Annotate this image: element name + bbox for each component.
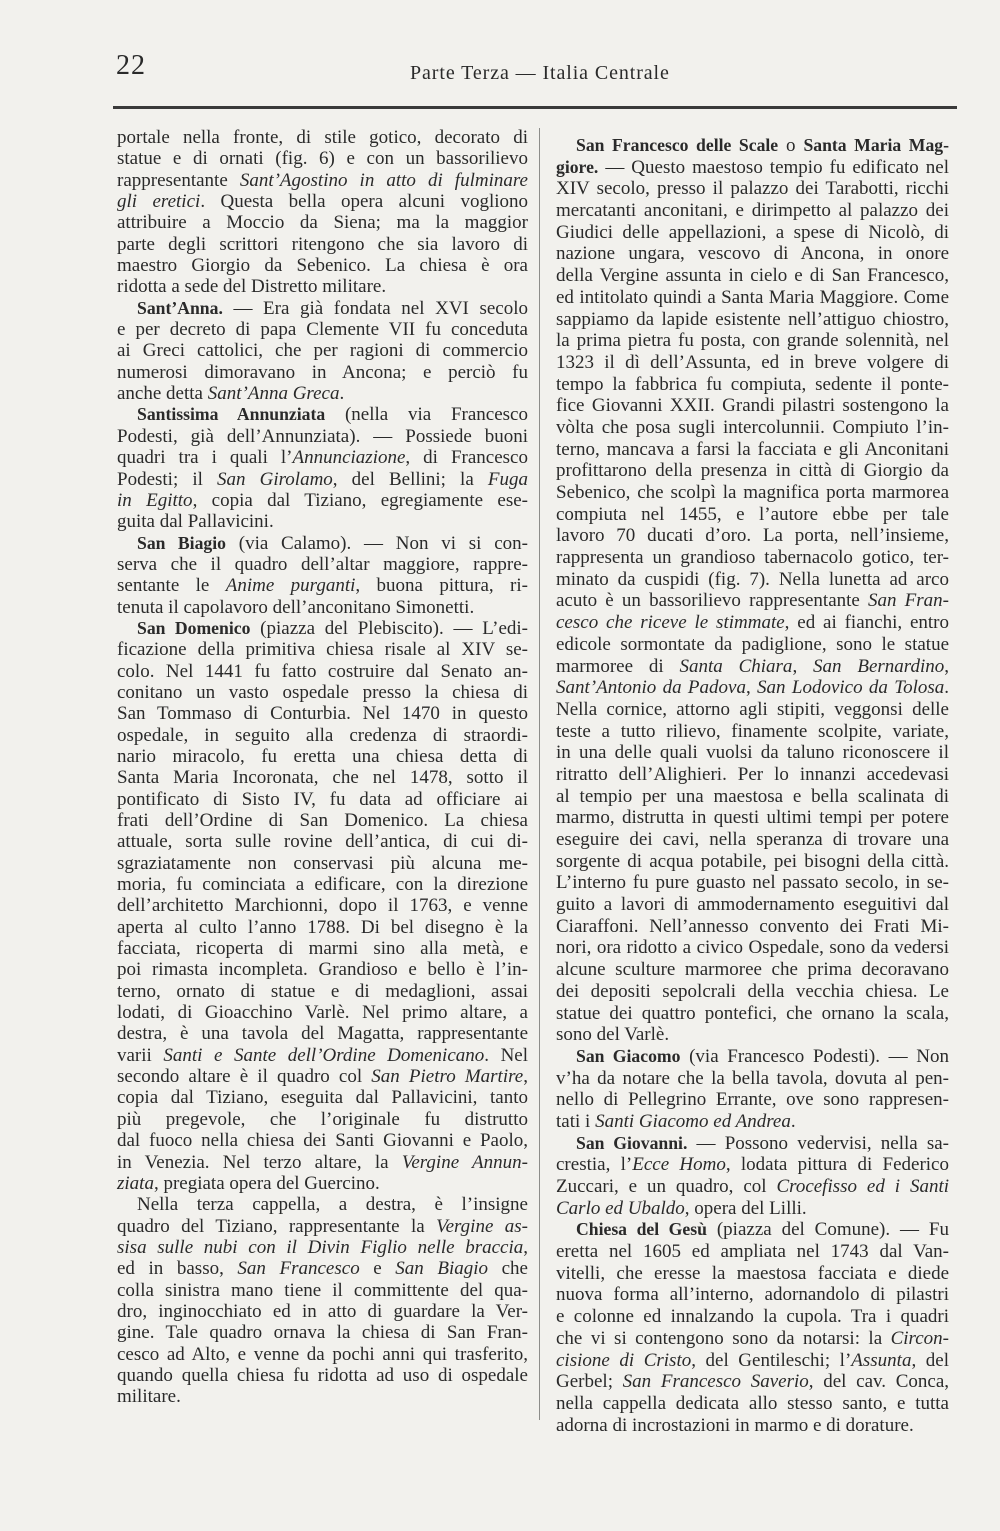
text-line: attuale, sorta sulle rovine dell’antica, di cui di- — [117, 831, 528, 853]
text-run: Gerbel; — [556, 1371, 623, 1393]
text-run: in Venezia. Nel terzo altare, la — [117, 1151, 402, 1173]
text-line: sono del Varlè. — [556, 1024, 670, 1046]
italic-title: ziata — [117, 1172, 154, 1194]
text-run: (piazza del Comune). — Fu — [706, 1219, 949, 1241]
text-run: (via Francesco Podesti). — Non — [680, 1045, 949, 1067]
italic-title: Anime purganti — [225, 575, 356, 597]
italic-title: Vergine Annun- — [401, 1151, 528, 1173]
text-line: militare. — [117, 1386, 181, 1408]
text-run: varii — [117, 1044, 164, 1066]
text-run: — Era già fondata nel XVI secolo — [222, 297, 528, 319]
text-line — [556, 677, 949, 699]
text-line: più pregevole, che l’originale fu distrutto — [117, 1108, 528, 1130]
text-run: acuto è un bassorilievo rappresentante — [556, 590, 869, 612]
paragraph — [556, 135, 949, 1046]
italic-title: Assunta — [851, 1349, 912, 1371]
text-line: eretta nel 1605 ed ampliata nel 1743 dal Van- — [556, 1241, 949, 1263]
text-line — [117, 575, 528, 596]
text-line: edicole sormontate da padiglione, sono le statue — [556, 633, 949, 655]
text-line: sappiamo da lapide esistente nell’attiguo chiostro, — [556, 308, 949, 330]
text-line: dei depositi sepolcrali della vecchia chiesa. Le — [556, 980, 949, 1002]
italic-title: Vergine as- — [436, 1215, 528, 1237]
text-line: gine. Tale quadro ornava la chiesa di San Fran- — [117, 1322, 528, 1344]
text-line: Podesti, già dell’Annunziata). — Possiede buoni — [117, 425, 528, 447]
text-line — [556, 656, 949, 678]
bold-heading: Chiesa del Gesù — [576, 1219, 707, 1240]
text-line: al tempio per una maestosa e bella scalinata di — [556, 785, 949, 807]
text-run: , — [523, 1236, 528, 1258]
text-run: — Questo maestoso tempio fu edificato nel — [598, 156, 949, 178]
text-line: destra, è una tavola del Magatta, rappresentante — [117, 1023, 528, 1045]
text-line: facciata, ricoperta di marmi sino alla metà, e — [117, 938, 528, 960]
text-line — [117, 1216, 528, 1237]
text-run: ed in basso, — [117, 1258, 238, 1280]
italic-title: Santa Chiara — [679, 655, 793, 677]
text-line: serva che il quadro dell’altar maggiore, rappre- — [117, 553, 528, 575]
text-line — [117, 170, 528, 191]
text-line: ridotta a sede del Distretto militare. — [117, 276, 387, 298]
text-line: dal fuoco nella chiesa dei Santi Giovanni e Paolo, — [117, 1130, 528, 1152]
text-line: fice Giovanni XXII. Grandi pilastri sostengono la — [556, 395, 949, 417]
text-line — [117, 490, 528, 511]
text-line: guito a lavori di ammodernamento eseguitivi dal — [556, 894, 949, 916]
italic-title: Santi Giacomo ed Andrea — [595, 1110, 791, 1132]
italic-title: Ecce Homo — [632, 1154, 726, 1176]
text-line — [556, 1133, 949, 1155]
text-line — [117, 447, 528, 468]
italic-title: cisione di Cristo — [556, 1349, 692, 1371]
bold-heading: Santa Maria Mag- — [803, 135, 950, 155]
text-line: tempo la fabbrica fu compiuta, sedente il ponte- — [556, 373, 949, 395]
text-run: . — [790, 1110, 796, 1132]
text-line: Nella terza cappella, a destra, è l’insigne — [137, 1194, 528, 1216]
running-title: Parte Terza — Italia Centrale — [410, 62, 670, 84]
text-run: . — [944, 677, 949, 699]
text-line — [556, 135, 949, 157]
text-line: XIV secolo, presso il palazzo dei Tarabotti, ricchi — [556, 178, 949, 200]
text-line: colo. Nel 1441 fu fatto costruire dal Senato an- — [117, 660, 528, 682]
text-run: quadri tra i quali l’ — [117, 447, 293, 469]
text-line: Nella cornice, attorno agli stipiti, veggonsi delle — [556, 698, 949, 720]
text-run: , — [745, 677, 758, 699]
text-line — [556, 1219, 949, 1241]
header-rule — [113, 106, 957, 109]
text-line: tenuta il capolavoro dell’anconitano Simonetti. — [117, 596, 475, 618]
text-run: (via Calamo). — Non vi si con- — [225, 532, 528, 554]
text-line: rappresenta un grandioso tabernacolo gotico, ter- — [556, 547, 949, 569]
text-line: statue dei quattro pontefici, che ornano la scala, — [556, 1002, 949, 1024]
text-run: , del Bellini; la — [332, 468, 488, 490]
text-line — [556, 1328, 949, 1350]
text-run: (nella via Francesco — [325, 404, 528, 426]
text-line: Ciaraffoni. Nell’annesso convento dei Frati Mi- — [556, 915, 949, 937]
text-line: ospedale, in seguito alla credenza di straordi- — [117, 724, 528, 746]
italic-title: Crocefisso ed i Santi — [776, 1176, 950, 1197]
italic-title: San Lodovico da Tolosa — [757, 677, 945, 699]
text-line: dell’architetto Marchionni, dopo il 1763, e venne — [117, 895, 528, 917]
text-line: cesco ad Alto, e venne da pochi anni qui trasferito, — [117, 1343, 528, 1365]
paragraph — [556, 1046, 949, 1133]
text-line: terno, mancava a farsi la facciata e gli Anconitani — [556, 438, 949, 460]
text-line: Sebenico, che scolpì la magnifica porta marmorea — [556, 482, 949, 503]
text-run: anche detta — [117, 383, 208, 405]
text-line: teste a tutto rilievo, finamente scolpite, variate, — [556, 720, 949, 742]
text-line: portale nella fronte, di stile gotico, decorato di — [117, 127, 528, 148]
text-line: nello di Pellegrino Errante, ove sono rappresen- — [556, 1089, 949, 1111]
paragraph — [117, 1194, 528, 1407]
text-line: vitelli, che eresse la maestosa facciata e diede — [556, 1262, 949, 1284]
text-line: L’interno fu pure guasto nel passato secolo, in se- — [556, 872, 949, 894]
text-line: attribuire a Moccio da Siena; ma la maggior — [117, 212, 528, 234]
paragraph — [556, 1133, 949, 1220]
text-line: moria, fu cominciata a edificare, con la direzione — [117, 874, 528, 896]
text-line — [117, 469, 528, 490]
text-line: quando quella chiesa fu ridotta ad uso di ospedale — [117, 1364, 528, 1386]
text-run: , opera del Lilli. — [684, 1197, 807, 1219]
text-line: ficazione della primitiva chiesa risale al XIV se- — [117, 639, 528, 661]
bold-heading: giore. — [556, 156, 599, 177]
italic-title: sisa sulle nubi con il Divin Figlio nelle braccia — [117, 1236, 524, 1258]
text-line: e colonne ed innalzando la cupola. Tra i quadri — [556, 1306, 949, 1328]
text-line — [556, 1371, 949, 1393]
text-line: nori, ora ridotto a civico Ospedale, sono da vedersi — [556, 937, 949, 959]
text-line: nuova forma all’interno, adornandolo di pilastri — [556, 1284, 949, 1306]
text-line: San Tommaso di Conturbia. Nel 1470 in questo — [117, 703, 528, 725]
text-line: copia dal Tiziano, eseguita dal Pallavicini, tanto — [117, 1087, 528, 1109]
text-run: o — [778, 135, 804, 156]
text-run: , del cav. Conca, — [808, 1371, 950, 1393]
italic-title: Circon- — [890, 1327, 949, 1349]
text-run: quadro del Tiziano, rappresentante la — [117, 1215, 437, 1237]
text-line — [117, 298, 528, 319]
paragraph — [117, 533, 528, 618]
text-line: poi rimasta incompleta. Grandioso e bello è l’in- — [117, 959, 528, 981]
text-run: . — [339, 383, 345, 405]
bold-heading: Santissima Annunziata — [137, 404, 326, 425]
italic-title: Annunciazione — [292, 447, 406, 469]
text-line — [117, 533, 528, 554]
text-run: , del — [911, 1349, 949, 1371]
text-line — [556, 1176, 949, 1198]
italic-title: Sant’Agostino in atto di fulminare — [239, 169, 528, 191]
text-line: conitano un vasto ospedale presso la chiesa di — [117, 681, 528, 703]
bold-heading: San Domenico — [137, 617, 251, 638]
text-run: marmoree di — [556, 655, 680, 677]
text-line — [117, 1152, 528, 1173]
text-line: dro, inginocchiato ed in atto di guardare la Ver- — [117, 1300, 528, 1322]
text-line — [117, 1045, 528, 1066]
paragraph — [117, 298, 528, 405]
text-line — [556, 1198, 949, 1220]
text-run: crestia, l’ — [556, 1154, 633, 1176]
text-line: ed intitolato quindi a Santa Maria Maggiore. Come — [556, 286, 949, 308]
text-line — [556, 1154, 949, 1176]
text-line: in una delle quali vuolsi da taluno riconoscere il — [556, 742, 949, 764]
text-run: tati i — [556, 1110, 596, 1132]
text-line — [556, 1111, 949, 1133]
text-run: rappresentante — [117, 169, 240, 191]
column-divider — [539, 128, 540, 1420]
text-line — [117, 191, 528, 212]
paragraph — [117, 618, 528, 1194]
text-run: Zuccari, e un quadro, col — [556, 1176, 777, 1197]
text-run: . Nel — [484, 1044, 529, 1066]
italic-title: Santi e Sante dell’Ordine Domenicano — [163, 1044, 485, 1066]
italic-title: gli eretici — [117, 191, 201, 213]
italic-title: San Girolamo — [217, 468, 333, 490]
text-line: nario miracolo, fu eretta una chiesa detta di — [117, 745, 528, 767]
text-run: . Questa bella opera alcuni vogliono — [200, 191, 529, 213]
text-line: Santa Maria Incoronata, che nel 1478, sotto il — [117, 767, 528, 789]
text-line: e per decreto di papa Clemente VII fu conceduta — [117, 319, 528, 341]
text-line: terno, ornato di statue e di medaglioni, assai — [117, 980, 528, 1002]
text-line — [117, 383, 528, 404]
text-line: 1323 il dì dell’Assunta, ed in breve volgere di — [556, 351, 949, 373]
paragraph — [117, 127, 528, 298]
text-line: compiuta nel 1455, e l’autore ebbe per tale — [556, 503, 949, 525]
text-run: (piazza del Plebiscito). — L’edi- — [250, 617, 528, 639]
bold-heading: San Biagio — [137, 532, 226, 553]
text-line — [556, 157, 949, 179]
text-line: la prima pietra fu posta, con grande solennità, nel — [556, 330, 949, 352]
text-run: secondo altare è il quadro col — [117, 1066, 372, 1088]
text-line: vòlta che posa sugli intercolunnii. Compiuto l’in- — [556, 416, 949, 438]
text-line: guita dal Pallavicini. — [117, 511, 274, 533]
text-line: parte degli scrittori ritengono che sia lavoro di — [117, 233, 528, 255]
bold-heading: San Francesco delle Scale — [576, 135, 779, 155]
text-line: lavoro 70 ducati d’oro. La porta, nell’insieme, — [556, 525, 949, 547]
page-number: 22 — [116, 50, 146, 81]
italic-title: cesco che riceve le stimmate — [556, 612, 785, 634]
text-line: adorna di incrostazioni in marmo e di dorature. — [556, 1414, 914, 1436]
text-line: profittarono della presenza in città di Giorgio da — [556, 460, 949, 482]
text-line: nazione ungara, vescovo di Ancona, in onore — [556, 243, 949, 265]
text-run: — Possono vedervisi, nella sa- — [687, 1132, 949, 1154]
bold-heading: San Giovanni. — [576, 1132, 688, 1153]
text-line — [117, 618, 528, 639]
italic-title: Fuga — [487, 468, 528, 490]
italic-title: Sant’Antonio da Padova — [556, 677, 746, 699]
italic-title: San Biagio — [395, 1258, 489, 1280]
text-run: , copia dal Tiziano, egregiamente ese- — [192, 489, 528, 511]
text-run: , buona pittura, ri- — [355, 575, 528, 597]
text-line: marmo, distrutta in questi ultimi tempi per potere — [556, 807, 949, 829]
text-line: alcune sculture marmoree che prima decoravano — [556, 959, 949, 981]
text-run: , lodata pittura di Federico — [725, 1154, 949, 1176]
italic-title: Carlo ed Ubaldo — [556, 1197, 685, 1219]
text-run: che vi si contengono sono da notarsi: la — [556, 1327, 891, 1349]
italic-title: San Francesco Saverio — [622, 1371, 809, 1393]
paragraph — [556, 1219, 949, 1436]
text-line: v’ha da notare che la bella tavola, dovuta al pen- — [556, 1067, 949, 1089]
right-column — [556, 135, 949, 1436]
text-run: Podesti; il — [117, 468, 217, 490]
text-line — [556, 590, 949, 612]
text-line: ritratto dell’Alighieri. Per lo innanzi accedevasi — [556, 763, 949, 785]
italic-title: Sant’Anna Greca — [207, 383, 340, 405]
text-line — [117, 1173, 528, 1194]
text-line: sgraziatamente non conservasi più alcuna me- — [117, 852, 528, 874]
paragraph — [117, 404, 528, 532]
text-line — [117, 1066, 528, 1087]
text-line — [117, 1237, 528, 1258]
text-line: ai Greci cattolici, che per ragioni di commercio — [117, 340, 528, 362]
text-run: , del Gentileschi; l’ — [691, 1349, 852, 1371]
text-run: , ed ai fianchi, entro — [784, 612, 949, 634]
text-line: Giudici delle appellazioni, a spese di Nicolò, di — [556, 221, 949, 243]
text-line — [117, 404, 528, 425]
text-run: , — [944, 655, 950, 677]
text-run: sentante le — [117, 575, 226, 597]
text-line: colla sinistra mano tiene il committente del qua- — [117, 1279, 528, 1301]
text-run: , — [792, 655, 814, 677]
text-line: lodati, di Gioacchino Varlè. Nel primo altare, a — [117, 1002, 528, 1024]
text-run: , — [523, 1066, 528, 1088]
text-line: sorgente di acqua potabile, pei bisogni della città. — [556, 850, 949, 872]
italic-title: in Egitto — [117, 489, 193, 511]
text-line: nella cappella dedicata allo stesso santo, e tutta — [556, 1392, 949, 1414]
text-line — [556, 1046, 949, 1068]
bold-heading: Sant’Anna. — [137, 297, 223, 318]
text-line: minato da cuspidi (fig. 7). Nella lunetta ad arco — [556, 568, 949, 590]
text-line: numerosi dimoravano in Ancona; e perciò fu — [117, 361, 528, 383]
italic-title: San Pietro Martire — [371, 1066, 524, 1088]
text-run: , pregiata opera del Guercino. — [153, 1172, 380, 1194]
text-line: mercatanti anconitani, e dirimpetto al palazzo dei — [556, 200, 949, 222]
text-line — [117, 1258, 528, 1279]
text-line: della Vergine assunta in cielo e di San Francesco, — [556, 265, 949, 287]
text-run: , di Francesco — [405, 447, 528, 469]
text-line — [556, 612, 949, 634]
left-column — [117, 127, 528, 1408]
text-line: eseguire dei cavi, nella speranza di trovare una — [556, 829, 949, 850]
italic-title: San Francesco — [237, 1258, 360, 1280]
text-run: e — [359, 1258, 396, 1280]
text-line: frati dell’Ordine di San Domenico. La chiesa — [117, 810, 528, 831]
text-run: che — [488, 1258, 528, 1280]
text-line: maestro Giorgio da Sebenico. La chiesa è ora — [117, 255, 528, 277]
text-line: statue e di ornati (fig. 6) e con un bassorilievo — [117, 148, 528, 170]
text-line — [556, 1350, 949, 1372]
text-line: pontificato di Sisto IV, fu data ad officiare ai — [117, 788, 528, 810]
italic-title: San Fran- — [868, 590, 950, 612]
text-line: aperta al culto l’anno 1788. Di bel disegno è la — [117, 916, 528, 938]
italic-title: San Bernardino — [813, 655, 945, 677]
bold-heading: San Giacomo — [576, 1045, 681, 1066]
